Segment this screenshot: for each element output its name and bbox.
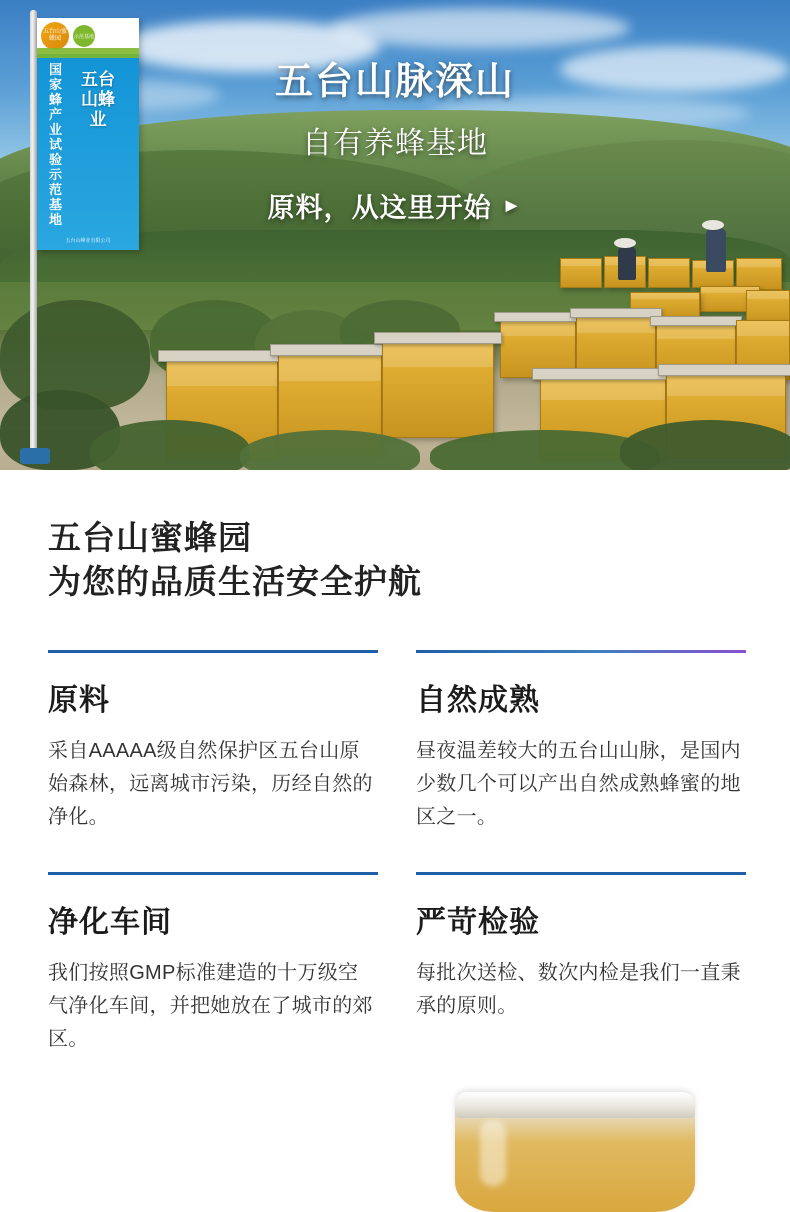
hero-cta-label: 原料，从这里开始 bbox=[267, 193, 492, 223]
honey-jar-highlight bbox=[480, 1120, 506, 1186]
hero-copy bbox=[0, 58, 790, 225]
beehive-lid bbox=[494, 312, 582, 322]
feature-body: 昼夜温差较大的五台山山脉，是国内少数几个可以产出自然成熟蜂蜜的地区之一。 bbox=[416, 740, 741, 828]
flag-pole-base bbox=[20, 448, 50, 464]
section-heading-line2: 为您的品质生活安全护航 bbox=[48, 563, 422, 600]
beehive-lid bbox=[270, 344, 390, 356]
beehive-lid bbox=[658, 364, 790, 376]
feature-title: 原料 bbox=[48, 684, 110, 717]
beekeeper bbox=[706, 228, 726, 272]
feature-divider bbox=[48, 872, 378, 875]
feature-card bbox=[48, 872, 378, 1056]
beehive bbox=[560, 258, 602, 288]
beehive bbox=[648, 258, 690, 288]
banner-company-text: 五台山峰业有限公司 bbox=[65, 238, 111, 244]
feature-title: 净化车间 bbox=[48, 906, 172, 939]
feature-body: 每批次送检、数次内检是我们一直秉承的原则。 bbox=[416, 962, 741, 1017]
honey-jar-lid bbox=[455, 1092, 695, 1118]
brand-logo-icon: 五台山蜜蜂园 bbox=[41, 22, 69, 50]
beehive-lid bbox=[158, 350, 286, 362]
banner-left-text: 国家蜂产业试验示范基地 bbox=[48, 62, 63, 227]
arrow-right-icon: ► bbox=[501, 194, 523, 217]
hero-subtitle: 自有养蜂基地 bbox=[302, 127, 488, 160]
feature-divider bbox=[48, 650, 378, 653]
beehive-lid bbox=[650, 316, 742, 326]
beehive bbox=[382, 342, 494, 438]
partner-logo-icon: 示范基地 bbox=[73, 25, 95, 47]
beehive-lid bbox=[532, 368, 674, 380]
feature-title: 严苛检验 bbox=[416, 906, 540, 939]
section-heading-line1: 五台山蜜蜂园 bbox=[48, 519, 252, 556]
beehive bbox=[746, 290, 790, 324]
banner-accent-bar bbox=[37, 48, 139, 58]
feature-body: 我们按照GMP标准建造的十万级空气净化车间，并把她放在了城市的郊区。 bbox=[48, 962, 373, 1050]
feature-divider bbox=[416, 872, 746, 875]
beekeeper bbox=[618, 246, 636, 280]
hero-banner bbox=[0, 0, 790, 470]
feature-divider bbox=[416, 650, 746, 653]
hero-cta bbox=[0, 186, 790, 225]
feature-grid bbox=[48, 650, 742, 1056]
beehive-lid bbox=[570, 308, 662, 318]
cloud bbox=[330, 8, 630, 48]
feature-card bbox=[416, 650, 746, 834]
banner-main-text: 五台山蜂业 bbox=[81, 70, 115, 129]
hero-title: 五台山脉深山 bbox=[274, 61, 515, 103]
features-section bbox=[0, 470, 790, 1056]
beehive-lid bbox=[374, 332, 502, 344]
feature-body: 采自AAAAA级自然保护区五台山原始森林，远离城市污染，历经自然的净化。 bbox=[48, 740, 373, 828]
feature-card bbox=[416, 872, 746, 1056]
feature-card bbox=[48, 650, 378, 834]
feature-title: 自然成熟 bbox=[416, 684, 540, 717]
